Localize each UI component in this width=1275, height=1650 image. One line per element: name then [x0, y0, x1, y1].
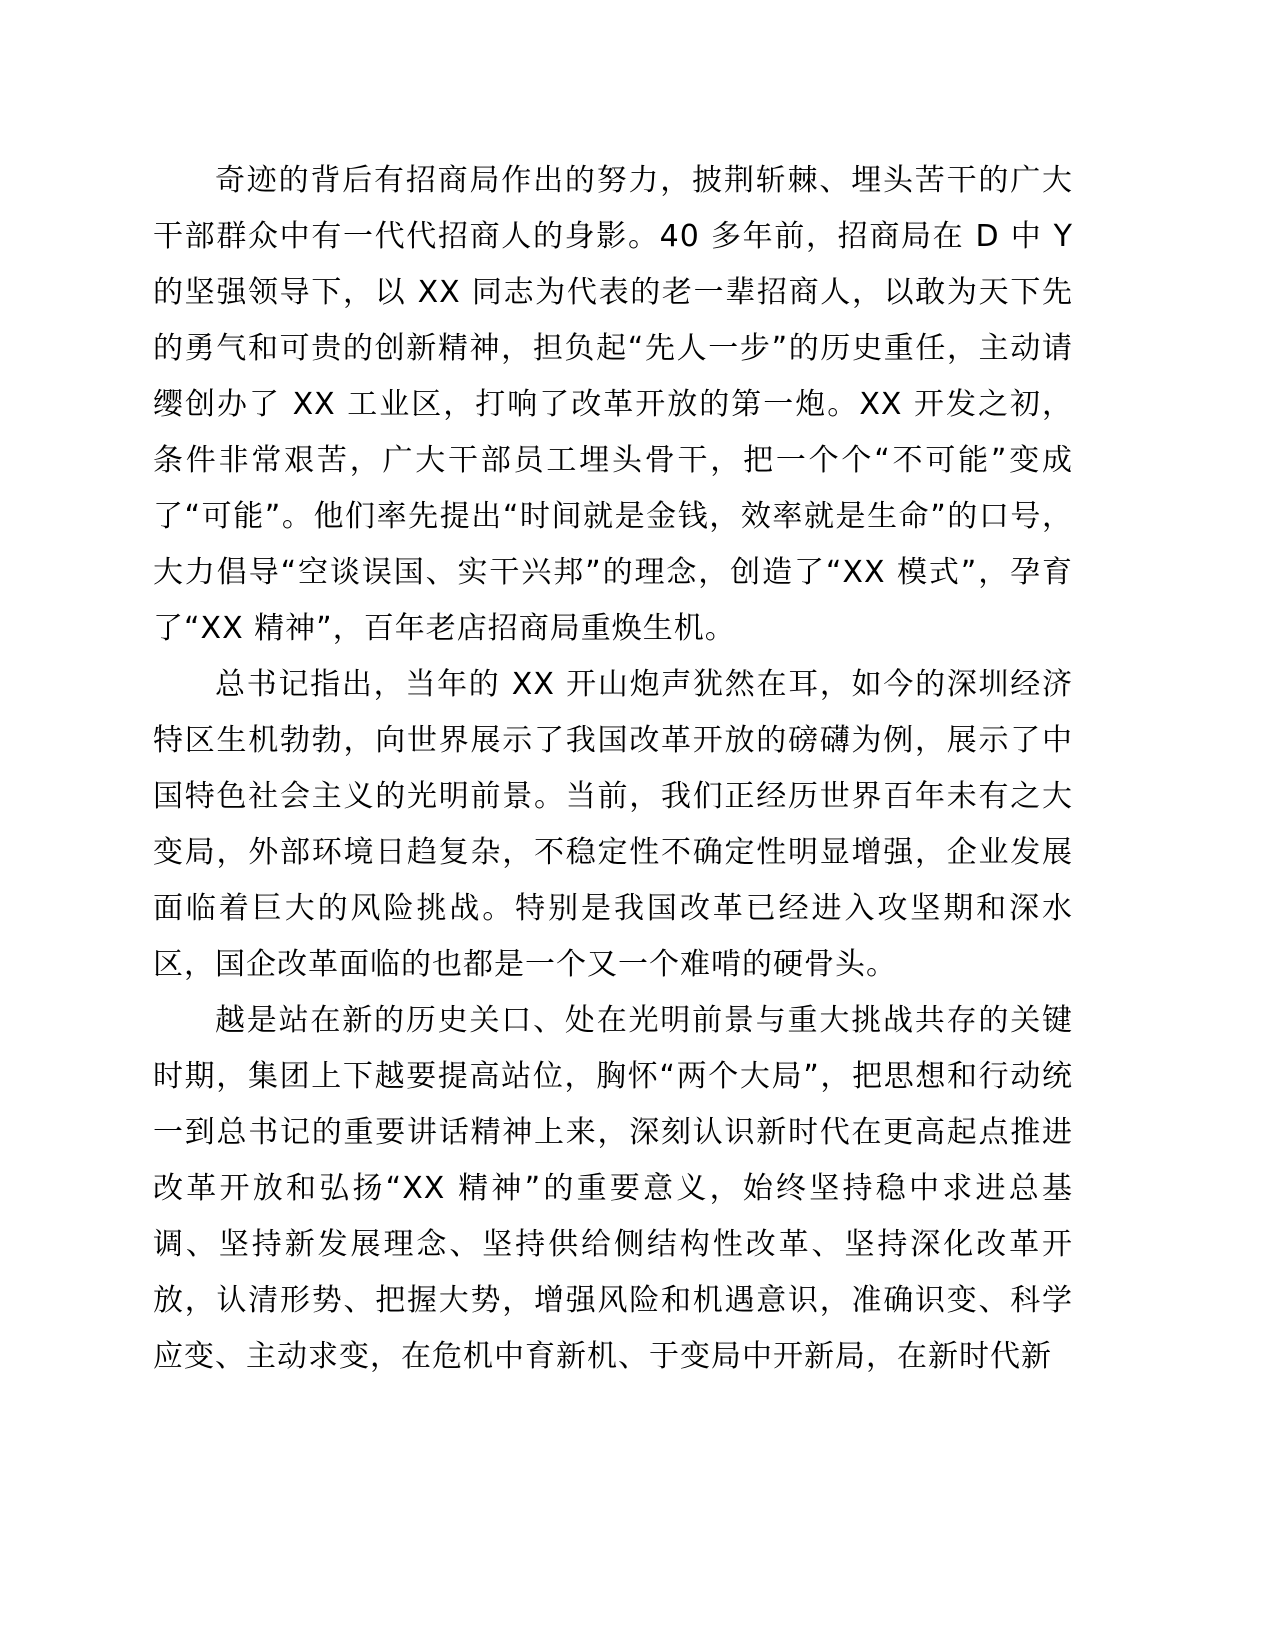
paragraph-1: 奇迹的背后有招商局作出的努力，披荆斩棘、埋头苦干的广大干部群众中有一代代招商人的身影。40 多年前，招商局在 D 中 Y 的坚强领导下，以 XX 同志为代表的老一辈招商人，以敢为天下先的勇气和可贵的创新精神，担负起“先人一步”的历史重任，主动请缨创办了 XX 工业区，打响了改革开放的第一炮。XX 开发之初，条件非常艰苦，广大干部员工埋头骨干，把一个个“不可能”变成了“可能”。他们率先提出“时间就是金钱，效率就是生命”的口号，大力倡导“空谈误国、实干兴邦”的理念，创造了“XX 模式”，孕育了“XX 精神”，百年老店招商局重焕生机。 [153, 163, 1073, 646]
document-body [153, 153, 1073, 1385]
paragraph-3: 越是站在新的历史关口、处在光明前景与重大挑战共存的关键时期，集团上下越要提高站位，胸怀“两个大局”，把思想和行动统一到总书记的重要讲话精神上来，深刻认识新时代在更高起点推进改革开放和弘扬“XX 精神”的重要意义，始终坚持稳中求进总基调、坚持新发展理念、坚持供给侧结构性改革、坚持深化改革开放，认清形势、把握大势，增强风险和机遇意识，准确识变、科学应变、主动求变，在危机中育新机、于变局中开新局，在新时代新 [153, 1003, 1073, 1374]
paragraph-2: 总书记指出，当年的 XX 开山炮声犹然在耳，如今的深圳经济特区生机勃勃，向世界展示了我国改革开放的磅礴为例，展示了中国特色社会主义的光明前景。当前，我们正经历世界百年未有之大变局，外部环境日趋复杂，不稳定性不确定性明显增强，企业发展面临着巨大的风险挑战。特别是我国改革已经进入攻坚期和深水区，国企改革面临的也都是一个又一个难啃的硬骨头。 [153, 667, 1073, 982]
